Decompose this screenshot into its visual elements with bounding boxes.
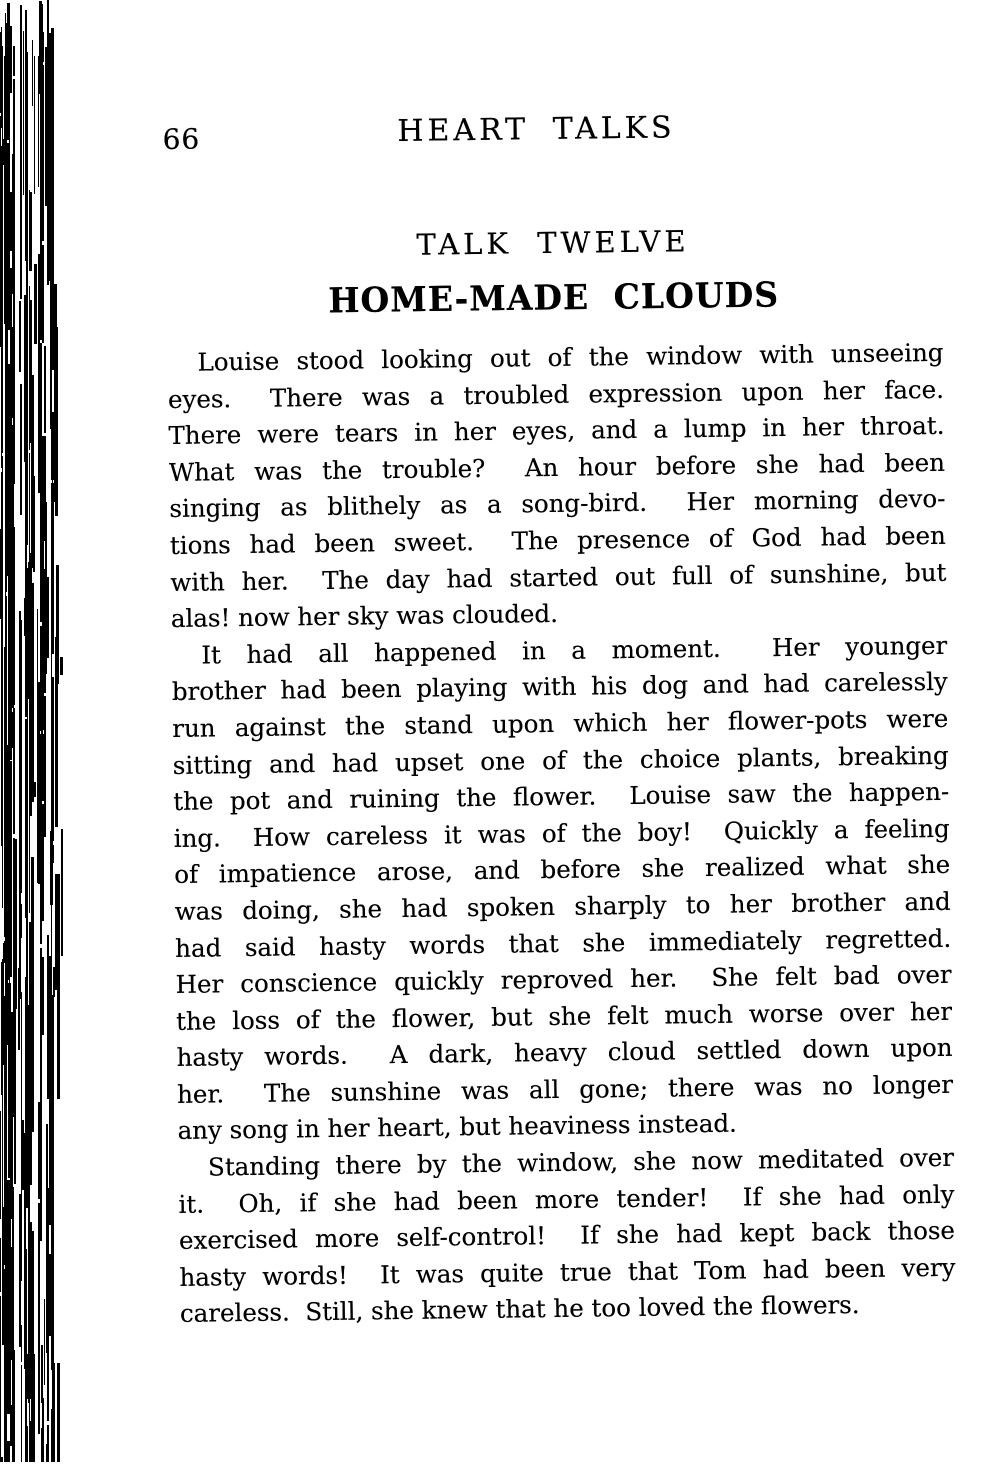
text-line: careless. Still, she knew that he too loved the flowers. bbox=[179, 1290, 860, 1329]
scan-gutter-artifact bbox=[0, 0, 120, 1462]
text-line: sitting and had upset one of the choice plants, breaking bbox=[172, 740, 949, 780]
text-line: with her. The day had started out full of sunshine, but bbox=[170, 557, 947, 597]
text-line: her. The sunshine was all gone; there was no longer bbox=[176, 1069, 954, 1109]
text-line: of impatience arose, and before she realized what she bbox=[174, 850, 951, 890]
text-line: There were tears in her eyes, and a lump in her throat. bbox=[168, 411, 945, 451]
running-header-title: HEART TALKS bbox=[397, 110, 676, 149]
paragraph bbox=[171, 628, 954, 1150]
text-line: it. Oh, if she had been more tender! If she had only bbox=[178, 1179, 955, 1219]
page-number: 66 bbox=[162, 122, 201, 157]
text-line: hasty words. A dark, heavy cloud settled down upon bbox=[176, 1033, 953, 1073]
text-line: the pot and ruining the flower. Louise saw the happen- bbox=[173, 776, 950, 817]
text-line: was doing, she had spoken sharply to her brother and bbox=[174, 886, 951, 926]
text-line: the loss of the flower, but she felt much worse over her bbox=[175, 996, 953, 1036]
text-line: singing as blithely as a song-bird. Her morning devo- bbox=[169, 484, 946, 524]
text-line: ing. How careless it was of the boy! Quickly a feeling bbox=[173, 813, 950, 853]
text-line: What was the trouble? An hour before she had been bbox=[168, 447, 946, 487]
text-line: eyes. There was a troubled expression upon her face. bbox=[167, 374, 945, 414]
body-paragraphs bbox=[167, 335, 956, 1333]
text-line: exercised more self-control! If she had kept back those bbox=[178, 1215, 956, 1256]
text-line: It had all happened in a moment. Her younger bbox=[201, 630, 948, 670]
talk-label: TALK TWELVE bbox=[416, 224, 690, 262]
text-line: Standing there by the window, she now meditated over bbox=[207, 1142, 955, 1182]
text-line: tions had been sweet. The presence of God had been bbox=[169, 520, 947, 560]
text-line: alas! now her sky was clouded. bbox=[170, 599, 559, 634]
text-line: Her conscience quickly reproved her. She felt bad over bbox=[175, 959, 952, 1000]
text-line: had said hasty words that she immediately regretted. bbox=[175, 923, 952, 963]
running-header bbox=[162, 107, 940, 159]
text-line: run against the stand upon which her flower-pots were bbox=[172, 703, 949, 743]
paragraph bbox=[167, 335, 947, 638]
text-line: Louise stood looking out of the window with unseeing bbox=[197, 337, 944, 377]
text-line: any song in her heart, but heaviness instead. bbox=[177, 1109, 737, 1146]
text-line: hasty words! It was quite true that Tom had been very bbox=[179, 1252, 956, 1292]
text-line: brother had been playing with his dog and had carelessly bbox=[171, 667, 948, 707]
chapter-title: HOME-MADE CLOUDS bbox=[328, 274, 780, 321]
paragraph bbox=[178, 1140, 956, 1333]
